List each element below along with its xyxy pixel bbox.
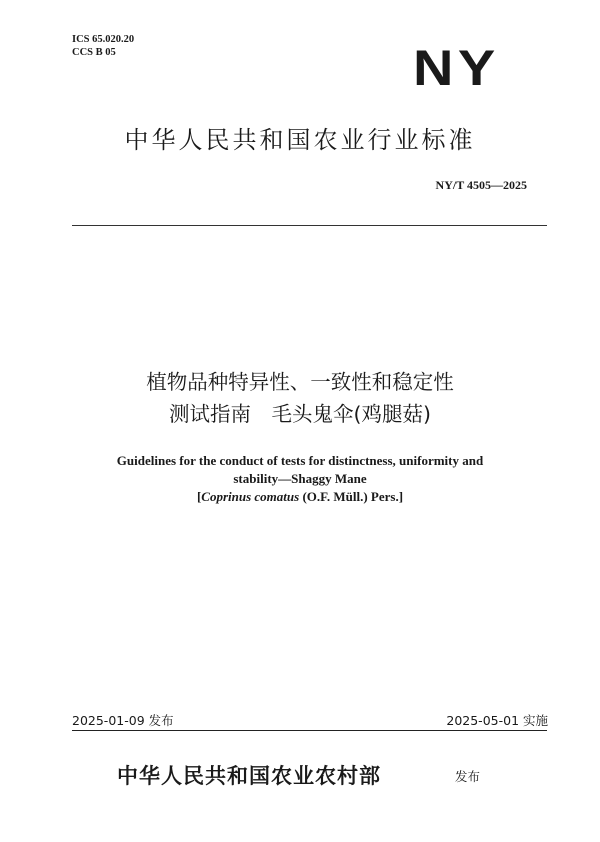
implementation-date: 2025-05-01 实施	[446, 713, 548, 728]
ics-code: ICS 65.020.20	[72, 34, 135, 45]
classification-codes	[72, 33, 134, 59]
english-title	[40, 452, 560, 506]
author-citation: (O.F. Müll.) Pers.]	[299, 489, 404, 504]
issuing-label: 发布	[455, 769, 481, 784]
ny-logo: NY	[413, 40, 500, 96]
issue-date: 2025-01-09 发布	[72, 713, 174, 728]
chinese-title	[0, 366, 600, 430]
standard-number: NY/T 4505—2025	[435, 178, 527, 192]
english-title-line-3	[40, 488, 560, 506]
chinese-title-line-1: 植物品种特异性、一致性和稳定性	[146, 370, 454, 394]
latin-name: Coprinus comatus	[201, 489, 300, 504]
ccs-code: CCS B 05	[72, 47, 116, 58]
chinese-title-line-2: 测试指南 毛头鬼伞(鸡腿菇)	[169, 402, 431, 426]
header-divider	[72, 225, 547, 226]
english-title-line-1: Guidelines for the conduct of tests for distinctness, uniformity and	[116, 453, 484, 468]
bracket-open: [	[196, 489, 202, 504]
issuing-authority: 中华人民共和国农业农村部	[117, 763, 381, 788]
standard-type-heading: 中华人民共和国农业行业标准	[124, 126, 476, 154]
english-title-line-2: stability—Shaggy Mane	[233, 471, 367, 486]
footer-divider	[72, 730, 547, 731]
